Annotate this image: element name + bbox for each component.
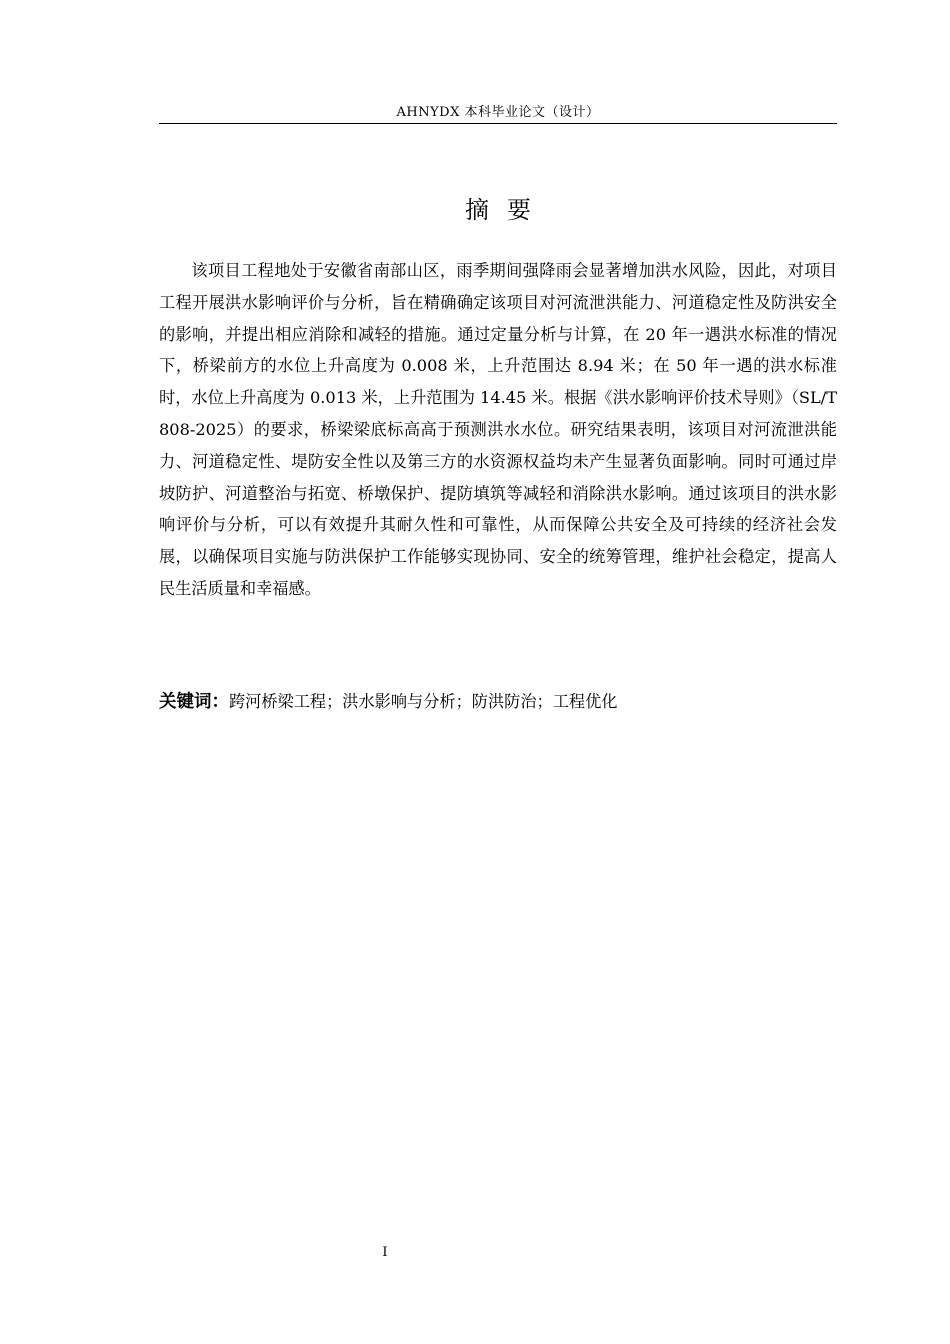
keywords-line	[159, 686, 837, 718]
running-header: AHNYDX 本科毕业论文（设计）	[396, 105, 600, 120]
keywords-label: 关键词：	[159, 692, 229, 712]
abstract-body: 该项目工程地处于安徽省南部山区，雨季期间强降雨会显著增加洪水风险，因此，对项目工程开展洪水影响评价与分析，旨在精确确定该项目对河流泄洪能力、河道稳定性及防洪安全的影响，并提出相应消除和减轻的措施。通过定量分析与计算，在 20 年一遇洪水标准的情况下，桥梁前方的水位上升高度为 0.008 米，上升范围达 8.94 米；在 50 年一遇的洪水标准时，水位上升高度为 0.013 米，上升范围为 14.45 米。根据《洪水影响评价技术导则》（SL/T808-2025）的要求，桥梁梁底标高高于预测洪水水位。研究结果表明，该项目对河流泄洪能力、河道稳定性、堤防安全性以及第三方的水资源权益均未产生显著负面影响。同时可通过岸坡防护、河道整治与拓宽、桥墩保护、提防填筑等减轻和消除洪水影响。通过该项目的洪水影响评价与分析，可以有效提升其耐久性和可靠性，从而保障公共安全及可持续的经济社会发展，以确保项目实施与防洪保护工作能够实现协同、安全的统筹管理，维护社会稳定，提高人民生活质量和幸福感。	[159, 261, 837, 598]
keywords-value: 跨河桥梁工程；洪水影响与分析；防洪防治；工程优化	[229, 692, 618, 711]
abstract-title: 摘要	[465, 196, 549, 224]
page-number: I	[382, 1245, 388, 1260]
header-divider	[159, 123, 837, 124]
